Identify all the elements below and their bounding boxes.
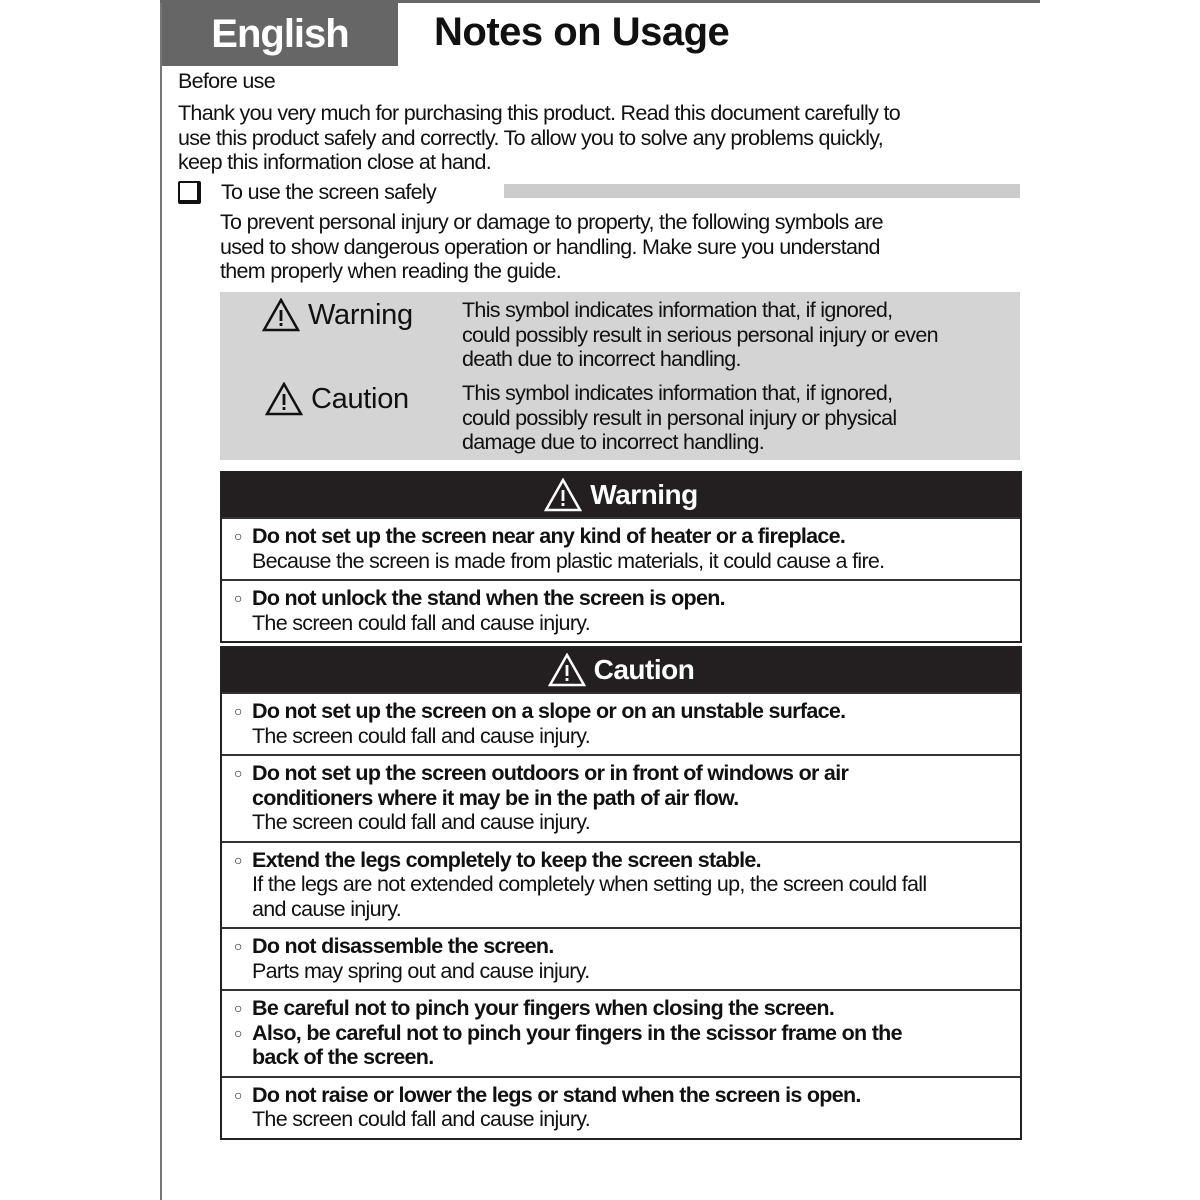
caution-table (220, 646, 1022, 1140)
row-text: conditioners where it may be in the path of air flow. (252, 785, 739, 810)
row-text: If the legs are not extended completely when setting up, the screen could fall (252, 872, 927, 896)
table-row (222, 754, 1020, 841)
row-line (234, 586, 1020, 611)
row-text: The screen could fall and cause injury. (252, 1107, 591, 1131)
indent-spacer (234, 549, 252, 574)
caution-symbol-label (265, 382, 409, 416)
desc-line: could possibly result in serious personal injury or even (462, 322, 938, 347)
indent-spacer (234, 611, 252, 636)
caution-symbol-description (462, 381, 1022, 455)
bullet-circle-icon: ○ (234, 1000, 242, 1016)
caution-table-header (222, 648, 1020, 692)
row-text: Parts may spring out and cause injury. (252, 958, 590, 983)
row-line (234, 724, 1020, 749)
desc-line: This symbol indicates information that, if ignored, (462, 298, 893, 322)
row-line (234, 848, 1020, 873)
checkbox-square-icon (178, 181, 201, 204)
symbol-label-text: Warning (308, 298, 413, 331)
desc-line: This symbol indicates information that, if ignored, (462, 381, 893, 405)
symbol-label-text: Caution (311, 382, 409, 415)
page-title: Notes on Usage (434, 10, 730, 54)
bullet-circle-icon: ○ (234, 590, 242, 606)
desc-line: could possibly result in personal injury or physical (462, 405, 897, 430)
table-row (222, 989, 1020, 1076)
row-line (234, 699, 1020, 724)
section-divider (504, 184, 1020, 198)
row-text: Do not raise or lower the legs or stand when the screen is open. (252, 1082, 861, 1107)
bullet-circle-icon: ○ (234, 703, 242, 719)
page-left-border (160, 0, 162, 1200)
row-text: Do not set up the screen near any kind of heater or a fireplace. (252, 524, 846, 548)
row-text: The screen could fall and cause injury. (252, 610, 591, 635)
warning-triangle-icon (262, 298, 300, 332)
row-text: back of the screen. (252, 1045, 434, 1069)
table-row (222, 579, 1020, 641)
intro-line: keep this information close at hand. (178, 150, 492, 174)
language-label: English (162, 3, 398, 66)
safety-line: them properly when reading the guide. (220, 259, 562, 283)
table-row (222, 841, 1020, 928)
caution-triangle-icon (265, 382, 303, 416)
row-text: and cause injury. (252, 896, 402, 921)
intro-line: use this product safely and correctly. To allow you to solve any problems quickly, (178, 125, 884, 150)
row-text: Also, be careful not to pinch your fingers in the scissor frame on the (252, 1020, 902, 1045)
indent-spacer (234, 1045, 252, 1070)
indent-spacer (234, 810, 252, 835)
warning-table-header (222, 473, 1020, 517)
intro-paragraph (178, 101, 1028, 175)
symbol-legend (220, 292, 1020, 460)
safety-line: To prevent personal injury or damage to property, the following symbols are (220, 210, 883, 234)
table-row (222, 1076, 1020, 1138)
row-text: Because the screen is made from plastic materials, it could cause a fire. (252, 548, 885, 573)
warning-table (220, 471, 1022, 643)
row-text: Do not set up the screen on a slope or on an unstable surface. (252, 699, 846, 723)
table-row (222, 692, 1020, 754)
warning-symbol-description (462, 298, 1022, 372)
row-line (234, 549, 1020, 574)
row-line (234, 959, 1020, 984)
indent-spacer (234, 872, 252, 897)
row-text: Do not set up the screen outdoors or in front of windows or air (252, 761, 849, 785)
safety-paragraph (220, 210, 1020, 284)
indent-spacer (234, 1107, 252, 1132)
bullet-circle-icon: ○ (234, 528, 242, 544)
row-line (234, 786, 1020, 811)
section-title: To use the screen safely (221, 180, 437, 204)
row-line (234, 761, 1020, 786)
row-line (234, 872, 1020, 897)
row-line (234, 810, 1020, 835)
warning-symbol-label (262, 298, 413, 332)
row-line (234, 934, 1020, 959)
before-use-heading: Before use (178, 69, 275, 93)
caution-table-title: Caution (593, 654, 695, 685)
desc-line: damage due to incorrect handling. (462, 430, 765, 454)
section-heading (178, 180, 436, 205)
row-text: Do not unlock the stand when the screen is open. (252, 586, 725, 610)
warning-table-title: Warning (590, 479, 698, 510)
indent-spacer (234, 897, 252, 922)
row-line (234, 1107, 1020, 1132)
warning-triangle-icon (544, 478, 582, 512)
table-row (222, 927, 1020, 989)
row-line (234, 1083, 1020, 1108)
bullet-circle-icon: ○ (234, 851, 242, 868)
bullet-circle-icon: ○ (234, 938, 242, 954)
row-text: Do not disassemble the screen. (252, 934, 554, 958)
desc-line: death due to incorrect handling. (462, 347, 741, 371)
row-text: Extend the legs completely to keep the screen stable. (252, 847, 761, 872)
safety-line: used to show dangerous operation or handling. Make sure you understand (220, 234, 880, 259)
row-text: The screen could fall and cause injury. (252, 723, 591, 748)
bullet-circle-icon: ○ (234, 765, 242, 781)
row-text: Be careful not to pinch your fingers when closing the screen. (252, 996, 835, 1020)
bullet-circle-icon: ○ (234, 1086, 242, 1103)
caution-triangle-icon (548, 653, 586, 687)
intro-line: Thank you very much for purchasing this product. Read this document carefully to (178, 101, 900, 125)
bullet-circle-icon: ○ (234, 1024, 242, 1041)
table-row (222, 517, 1020, 579)
indent-spacer (234, 959, 252, 984)
row-line (234, 524, 1020, 549)
row-line (234, 1045, 1020, 1070)
row-text: The screen could fall and cause injury. (252, 810, 591, 834)
row-line (234, 897, 1020, 922)
row-line (234, 1021, 1020, 1046)
indent-spacer (234, 724, 252, 749)
indent-spacer (234, 786, 252, 811)
row-line (234, 611, 1020, 636)
row-line (234, 996, 1020, 1021)
